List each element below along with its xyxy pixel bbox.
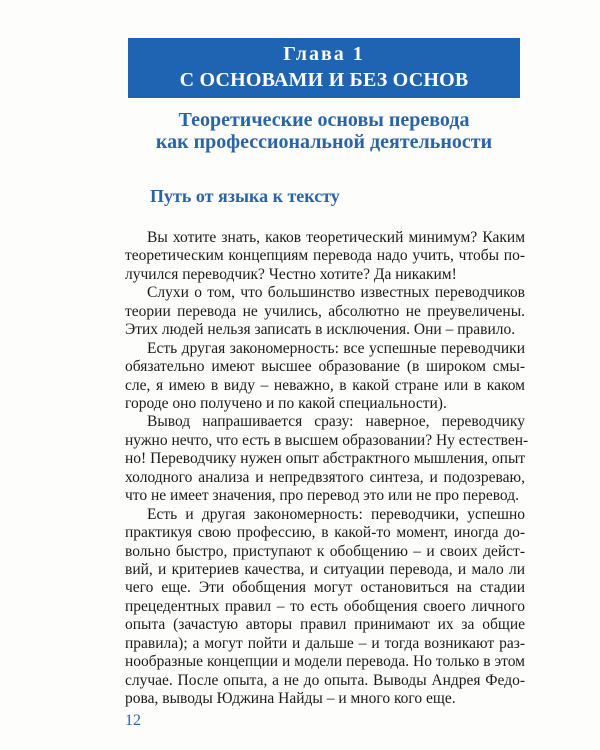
- paragraph-line: Вывод напрашивается сразу: наверное, переводчику: [147, 413, 525, 431]
- paragraph-line: но! Переводчику нужен опыт абстрактного мышления, опыт: [125, 450, 526, 468]
- paragraph-line: Слухи о том, что большинство известных переводчиков: [147, 284, 525, 302]
- paragraph-line: Есть другая закономерность: все успешные переводчики: [147, 339, 525, 357]
- chapter-banner: [128, 38, 520, 98]
- paragraph-line: вий, и критериев качества, и ситуации перевода, и мало ли: [125, 560, 525, 578]
- paragraph-line: Есть и другая закономерность: переводчики, успешно: [147, 505, 525, 523]
- paragraph-line: холодного анализа и непредвзятого синтеза, и подозреваю,: [125, 468, 525, 486]
- paragraph-line: практикуя свою профессию, в какой-то момент, иногда до-: [125, 524, 525, 541]
- paragraph-line: что не имеет значения, про перевод это или не про перевод.: [125, 487, 519, 505]
- paragraph-line: нообразные концепции и модели перевода. Но только в этом: [125, 653, 525, 671]
- section-heading-line-2: как профессиональной деятельности: [155, 131, 493, 153]
- paragraph-line: прецедентных правил – то есть обобщения своего личного: [125, 597, 525, 615]
- paragraph-line: лучился переводчик? Честно хотите? Да никаким!: [125, 265, 457, 283]
- paragraph-line: Этих людей нельзя записать в исключения. Они – правило.: [125, 321, 516, 339]
- paragraph-line: опыта (зачастую авторы правил принимают их за общие: [125, 616, 525, 634]
- section-heading-line-1: Теоретические основы перевода: [178, 109, 470, 131]
- paragraph-line: случае. После опыта, а не до опыта. Выводы Андрея Федо-: [125, 671, 525, 689]
- paragraph-line: теории перевода не учились, абсолютно не преувеличены.: [125, 302, 525, 320]
- paragraph-line: нужно нечто, что есть в высшем образовании? Ну естествен-: [125, 431, 529, 449]
- paragraph-line: правила); а могут пойти и дальше – и тогда возникают раз-: [125, 634, 525, 652]
- paragraph-line: обязательно имеют высшее образование (в широком смы-: [125, 358, 525, 376]
- paragraph-line: городе оно получено и по какой специальности).: [125, 395, 447, 412]
- paragraph-line: теоретическим концепциям перевода надо учить, чтобы по-: [125, 247, 525, 265]
- chapter-title: С ОСНОВАМИ И БЕЗ ОСНОВ: [179, 69, 469, 91]
- paragraph-line: чего еще. Эти обобщения могут остановиться на стадии: [125, 579, 525, 597]
- chapter-number: Глава 1: [283, 43, 365, 65]
- paragraph-line: вольно быстро, приступают к обобщению – и своих дейст-: [125, 542, 525, 560]
- page-number: 12: [125, 712, 141, 729]
- paragraph-line: рова, выводы Юджина Найды – и много кого еще.: [125, 690, 456, 707]
- paragraph-line: Вы хотите знать, каков теоретический минимум? Каким: [147, 229, 525, 246]
- paragraph-line: сле, я имею в виду – неважно, в какой стране или в каком: [125, 376, 525, 394]
- subsection-title: Путь от языка к тексту: [150, 186, 340, 206]
